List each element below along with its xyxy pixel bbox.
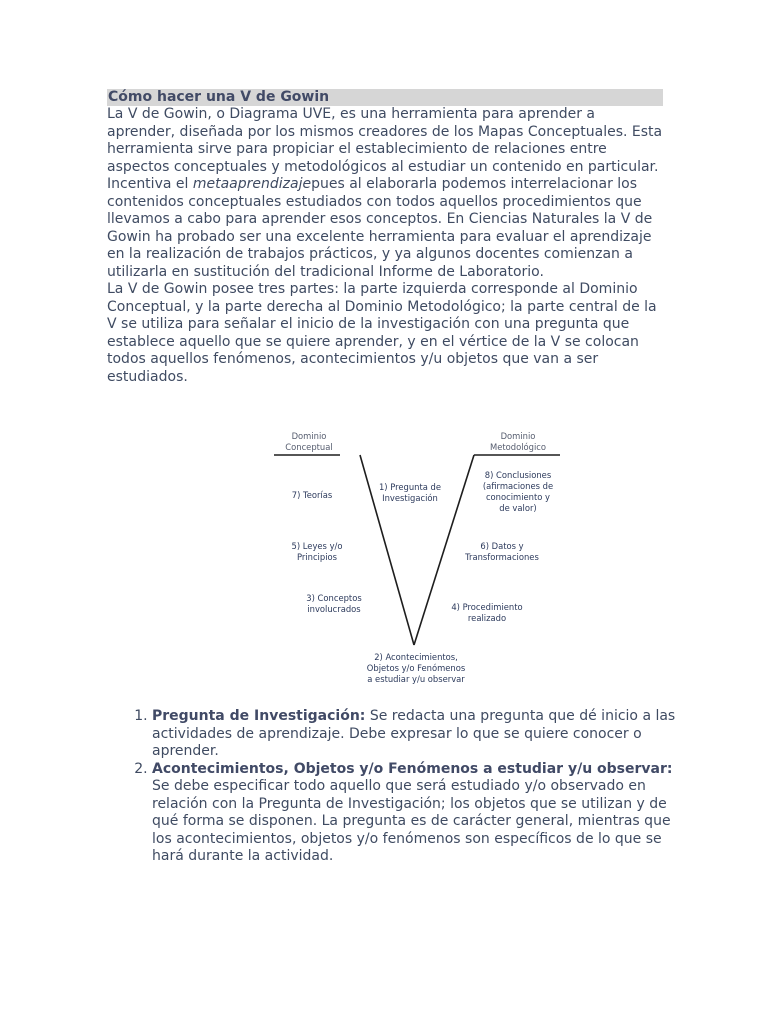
right-header-line-1: Dominio	[500, 431, 536, 441]
label-datos-2: Transformaciones	[465, 552, 539, 562]
left-header-line-1: Dominio	[291, 431, 327, 441]
list-item-text: Se redacta una pregunta que dé inicio a las actividades de aprendizaje. Debe expresar lo que se quiere conocer o aprender.	[152, 708, 676, 759]
v-de-gowin-diagram	[262, 425, 562, 690]
intro-emphasis: metaaprendizaje	[192, 176, 312, 192]
label-conclusiones-1: 8) Conclusiones	[484, 470, 552, 480]
label-pregunta-1: 1) Pregunta de	[378, 482, 442, 492]
label-conclusiones-4: de valor)	[499, 503, 537, 513]
label-leyes-2: Principios	[296, 552, 338, 562]
label-conclusiones-2: (afirmaciones de	[482, 481, 554, 491]
intro-paragraph-1	[107, 106, 667, 281]
list-item-text: Se debe especificar todo aquello que será estudiado y/o observado en relación con la Pregunta de Investigación; los objetos que se utilizan y de qué forma se disponen. La pregunta es de carácter general, mientras que los acontecimientos, objetos y/o fenómenos son específicos de lo que se hará durante la actividad.	[152, 778, 671, 864]
list-item-term: Pregunta de Investigación:	[152, 708, 366, 724]
label-conceptos-1: 3) Conceptos	[306, 593, 362, 603]
label-pregunta-2: Investigación	[382, 493, 438, 503]
label-acontecimientos-1: 2) Acontecimientos,	[374, 652, 458, 662]
label-leyes-1: 5) Leyes y/o	[291, 541, 343, 551]
left-header-line-2: Conceptual	[285, 442, 333, 452]
label-procedimiento-2: realizado	[467, 613, 507, 623]
right-header-line-2: Metodológico	[489, 442, 547, 452]
label-acontecimientos-3: a estudiar y/u observar	[367, 674, 465, 684]
document-body	[107, 89, 667, 386]
list-item	[152, 708, 692, 761]
document-title: Cómo hacer una V de Gowin	[107, 89, 663, 106]
v-diagram-svg	[262, 425, 562, 690]
list-item	[152, 761, 692, 866]
label-acontecimientos-2: Objetos y/o Fenómenos	[366, 663, 466, 673]
intro-paragraph-2: La V de Gowin posee tres partes: la parte izquierda corresponde al Dominio Conceptual, y la parte derecha al Dominio Metodológico; la parte central de la V se utiliza para señalar el inicio de la investigación con una pregunta que establece aquello que se quiere aprender, y en el vértice de la V se colocan todos aquellos fenómenos, acontecimientos y/u objetos que van a ser estudiados.	[107, 281, 657, 385]
steps-list	[107, 708, 692, 866]
label-conceptos-2: involucrados	[307, 604, 361, 614]
intro-text-a: La V de Gowin, o Diagrama UVE, es una herramienta para aprender a aprender, diseñada por los mismos creadores de los Mapas Conceptuales. Esta herramienta sirve para propiciar el establecimiento de relaciones entre aspectos conceptuales y metodológicos al estudiar un contenido en particular. Incentiva el	[107, 106, 663, 192]
label-teorias: 7) Teorías	[291, 490, 333, 500]
intro-text-b: pues al elaborarla podemos interrelacionar los contenidos conceptuales estudiados con todos aquellos procedimientos que llevamos a cabo para aprender esos conceptos. En Ciencias Naturales la V de Gowin ha probado ser una excelente herramienta para evaluar el aprendizaje en la realización de trabajos prácticos, y ya algunos docentes comienzan a utilizarla en sustitución del tradicional Informe de Laboratorio.	[107, 176, 653, 280]
label-datos-1: 6) Datos y	[480, 541, 524, 551]
label-conclusiones-3: conocimiento y	[485, 492, 551, 502]
label-procedimiento-1: 4) Procedimiento	[451, 602, 523, 612]
list-item-term: Acontecimientos, Objetos y/o Fenómenos a estudiar y/u observar:	[152, 760, 673, 777]
